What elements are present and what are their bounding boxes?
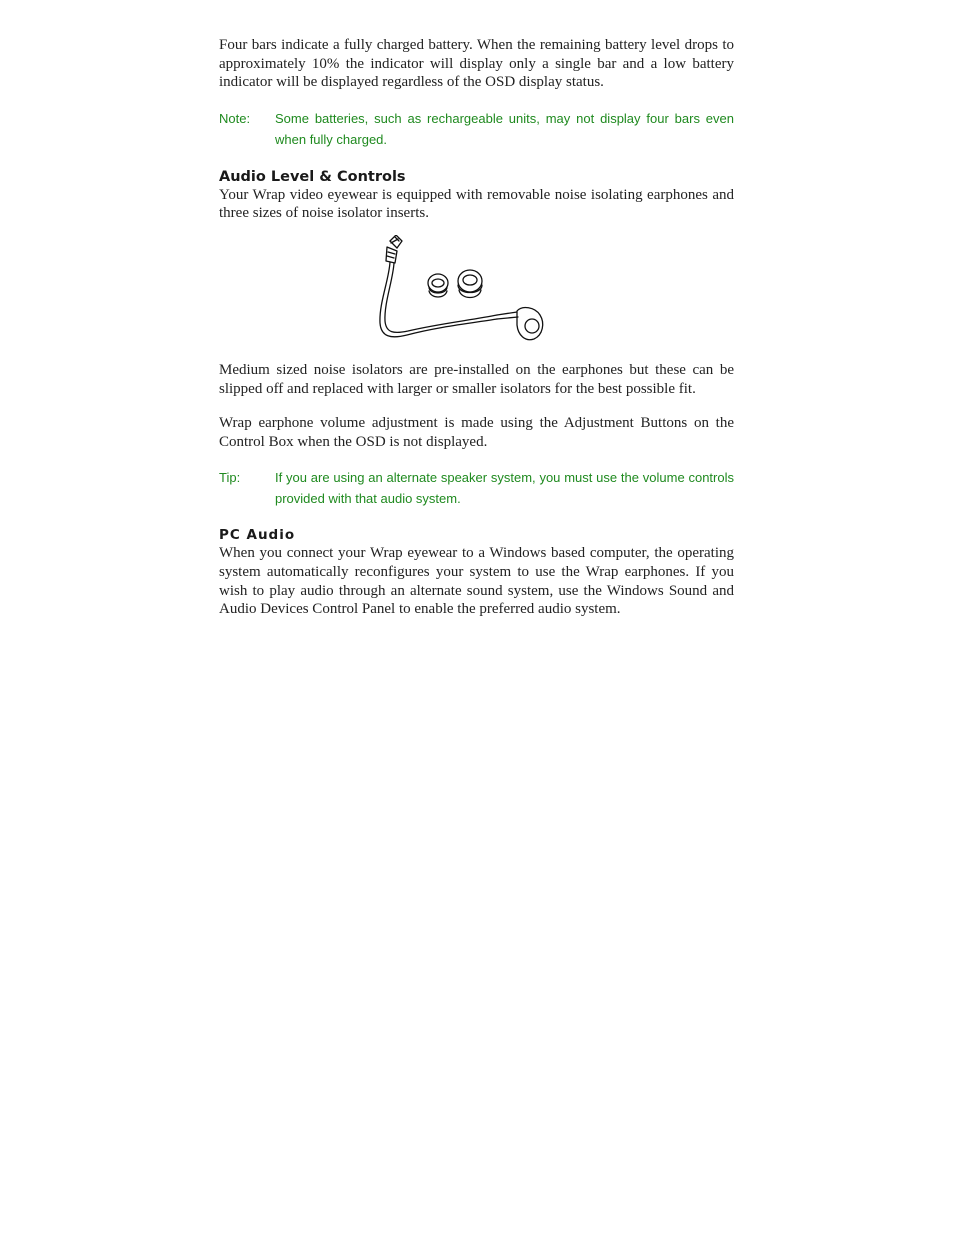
note-callout — [219, 108, 734, 150]
pc-audio-paragraph: When you connect your Wrap eyewear to a Windows based computer, the operating system automatically reconfigures your system to use the Wrap earphones. If you wish to play audio through an alternate sound system, use the Windows Sound and Audio Devices Control Panel to enable the preferred audio system. — [219, 545, 734, 618]
audio-intro-paragraph: Your Wrap video eyewear is equipped with removable noise isolating earphones and three sizes of noise isolator inserts. — [219, 186, 734, 222]
tip-text: If you are using an alternate speaker system, you must use the volume controls provided with that audio system. — [275, 470, 734, 507]
document-page — [219, 36, 734, 619]
note-text: Some batteries, such as rechargeable units, may not display four bars even when fully charged. — [275, 110, 734, 147]
audio-section-heading: Audio Level & Controls — [219, 168, 406, 185]
note-label: Note: — [219, 110, 251, 126]
tip-callout — [219, 467, 734, 509]
isolators-paragraph: Medium sized noise isolators are pre-installed on the earphones but these can be slipped off and replaced with larger or smaller isolators for the best possible fit. — [219, 361, 734, 397]
earphone-figure — [219, 235, 734, 347]
pc-audio-heading: PC Audio — [219, 527, 296, 544]
earphone-with-isolators-illustration-icon — [377, 235, 577, 347]
volume-paragraph: Wrap earphone volume adjustment is made using the Adjustment Buttons on the Control Box when the OSD is not displayed. — [219, 415, 734, 450]
tip-label: Tip: — [219, 470, 241, 486]
battery-paragraph: Four bars indicate a fully charged battery. When the remaining battery level drops to approximately 10% the indicator will display only a single bar and a low battery indicator will be displayed regardless of the OSD display status. — [219, 37, 734, 91]
